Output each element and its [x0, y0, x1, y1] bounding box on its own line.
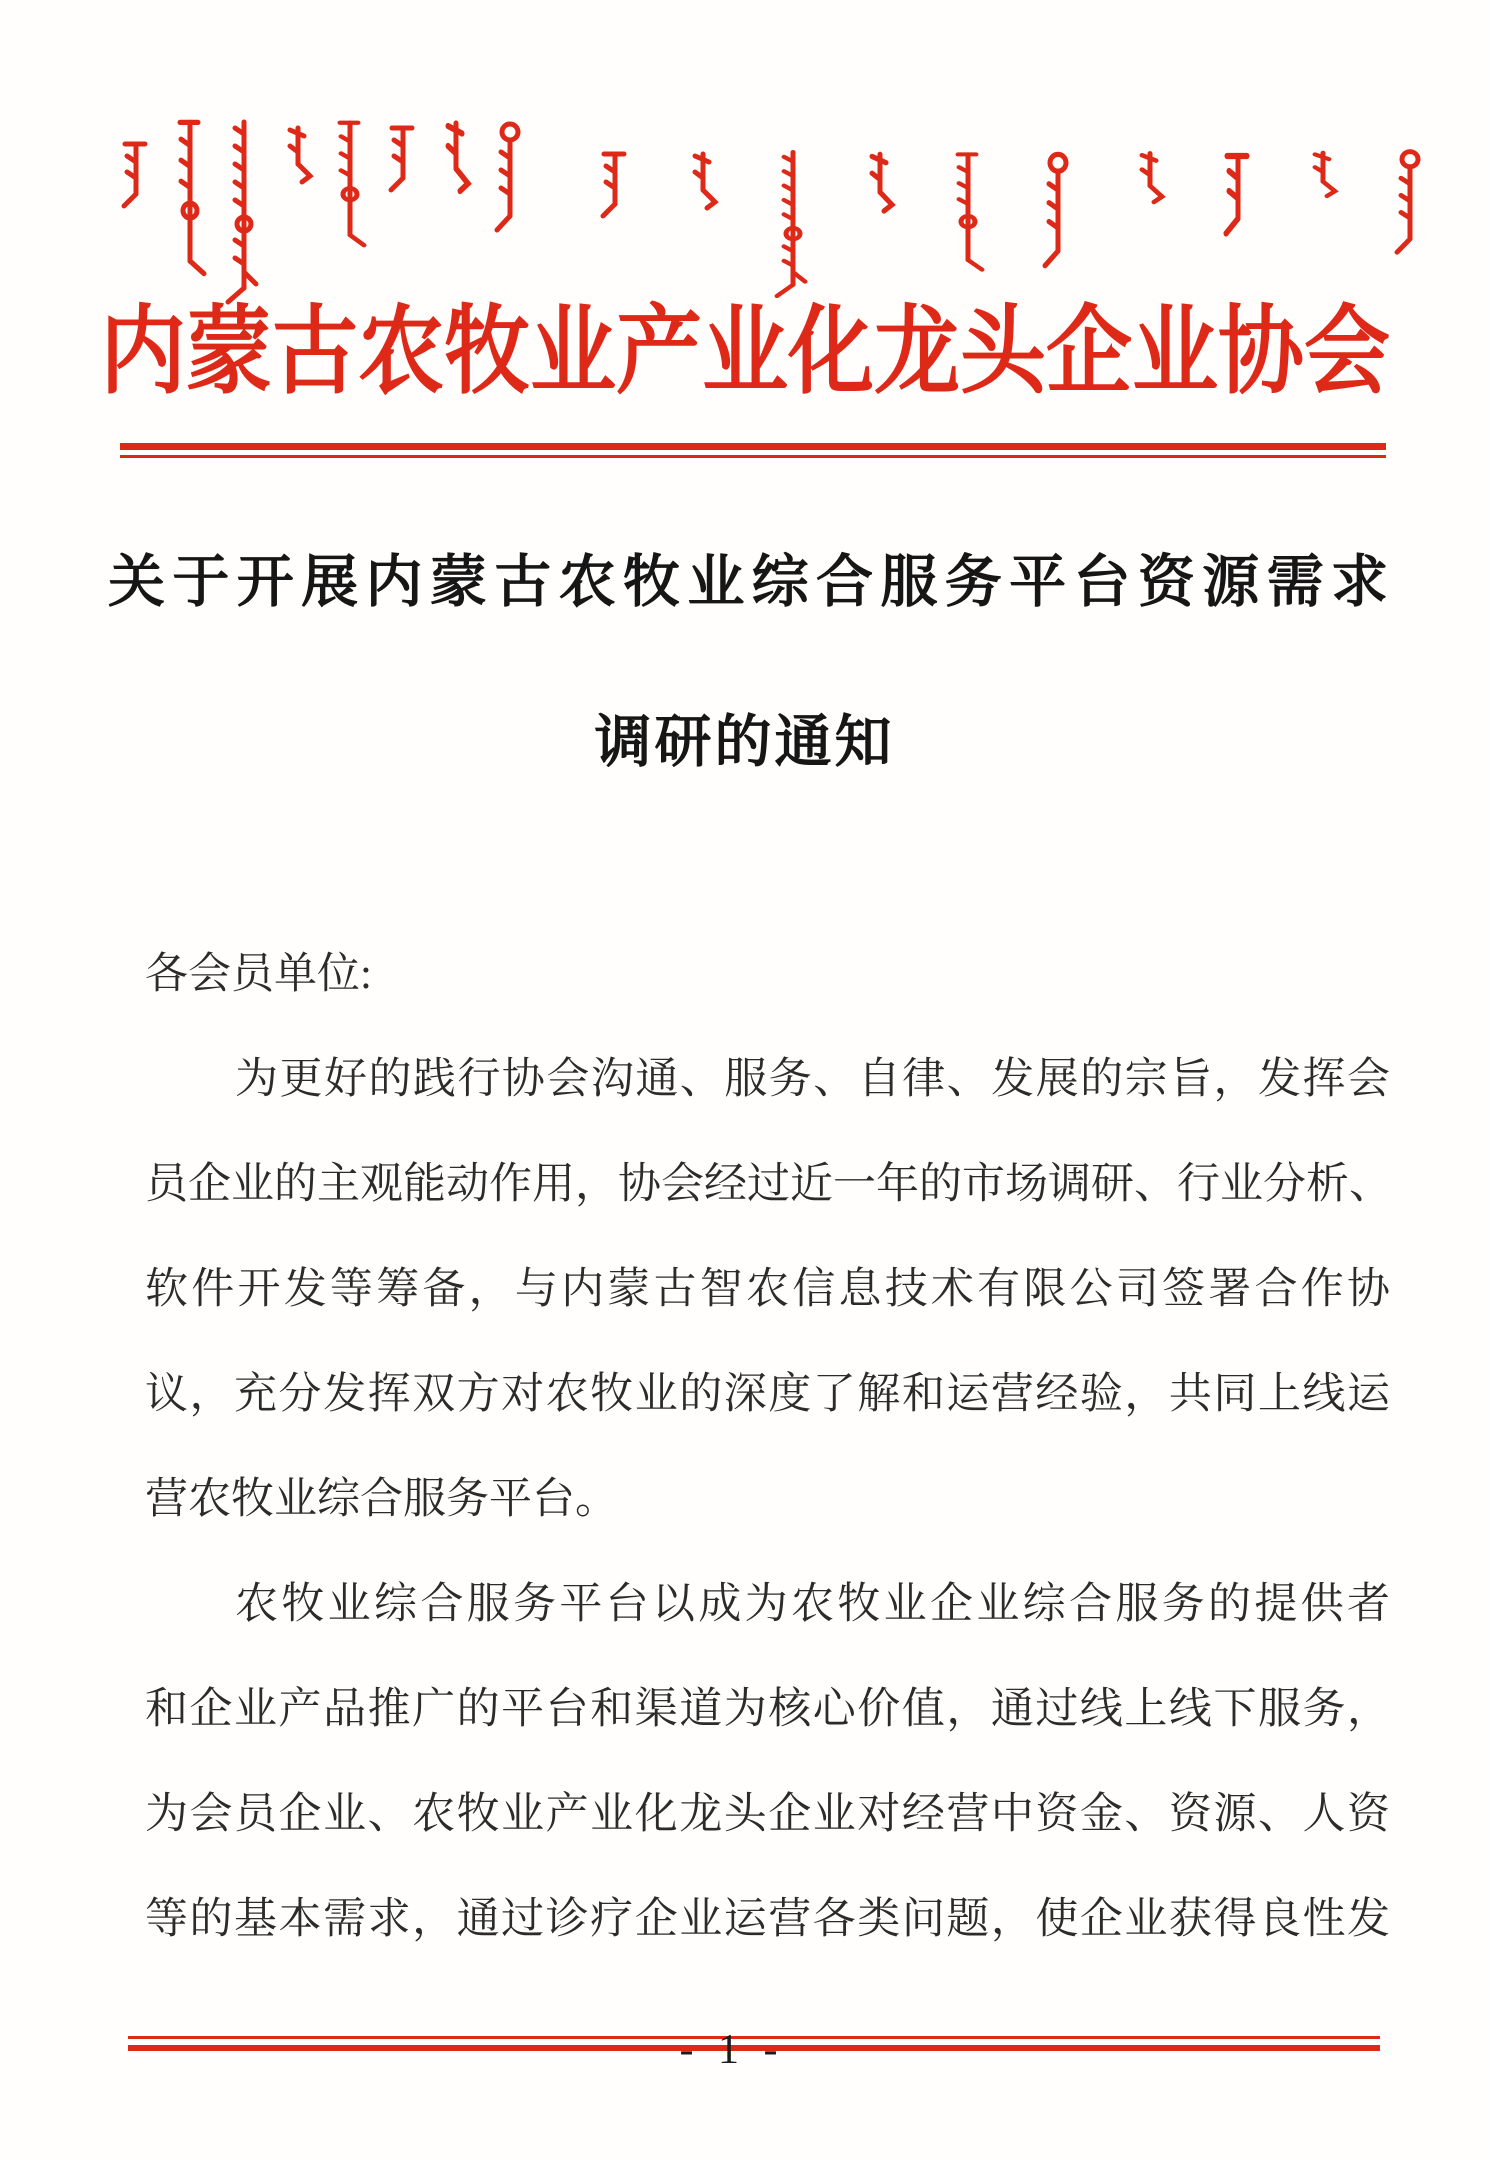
body-line: 和企业产品推广的平台和渠道为核心价值，通过线上线下服务， [145, 1686, 1390, 1733]
body-line: 等的基本需求，通过诊疗企业运营各类问题，使企业获得良性发 [145, 1896, 1390, 1943]
page-number: - 1 - [679, 2027, 778, 2073]
mongolian-script-banner-icon [112, 108, 1442, 313]
body-line: 为会员企业、农牧业产业化龙头企业对经营中资金、资源、人资 [145, 1791, 1390, 1838]
body-line: 员企业的主观能动作用，协会经过近一年的市场调研、行业分析、 [145, 1161, 1392, 1208]
document-title-line2: 调研的通知 [594, 711, 895, 774]
document-title-line1: 关于开展内蒙古农牧业综合服务平台资源需求 [108, 551, 1388, 614]
header-rule-thin [120, 455, 1386, 458]
org-name-header: 内蒙古农牧业产业化龙头企业协会 [100, 298, 1390, 406]
body-line: 为更好的践行协会沟通、服务、自律、发展的宗旨，发挥会 [235, 1056, 1390, 1103]
document-body [145, 922, 1390, 1972]
header-rule-thick [120, 443, 1386, 450]
body-line: 农牧业综合服务平台以成为农牧业企业综合服务的提供者 [235, 1581, 1390, 1628]
body-line: 营农牧业综合服务平台。 [145, 1476, 618, 1523]
body-line: 软件开发等筹备，与内蒙古智农信息技术有限公司签署合作协 [145, 1266, 1390, 1313]
body-line: 议，充分发挥双方对农牧业的深度了解和运营经验，共同上线运 [145, 1371, 1390, 1418]
salutation: 各会员单位: [145, 951, 372, 998]
